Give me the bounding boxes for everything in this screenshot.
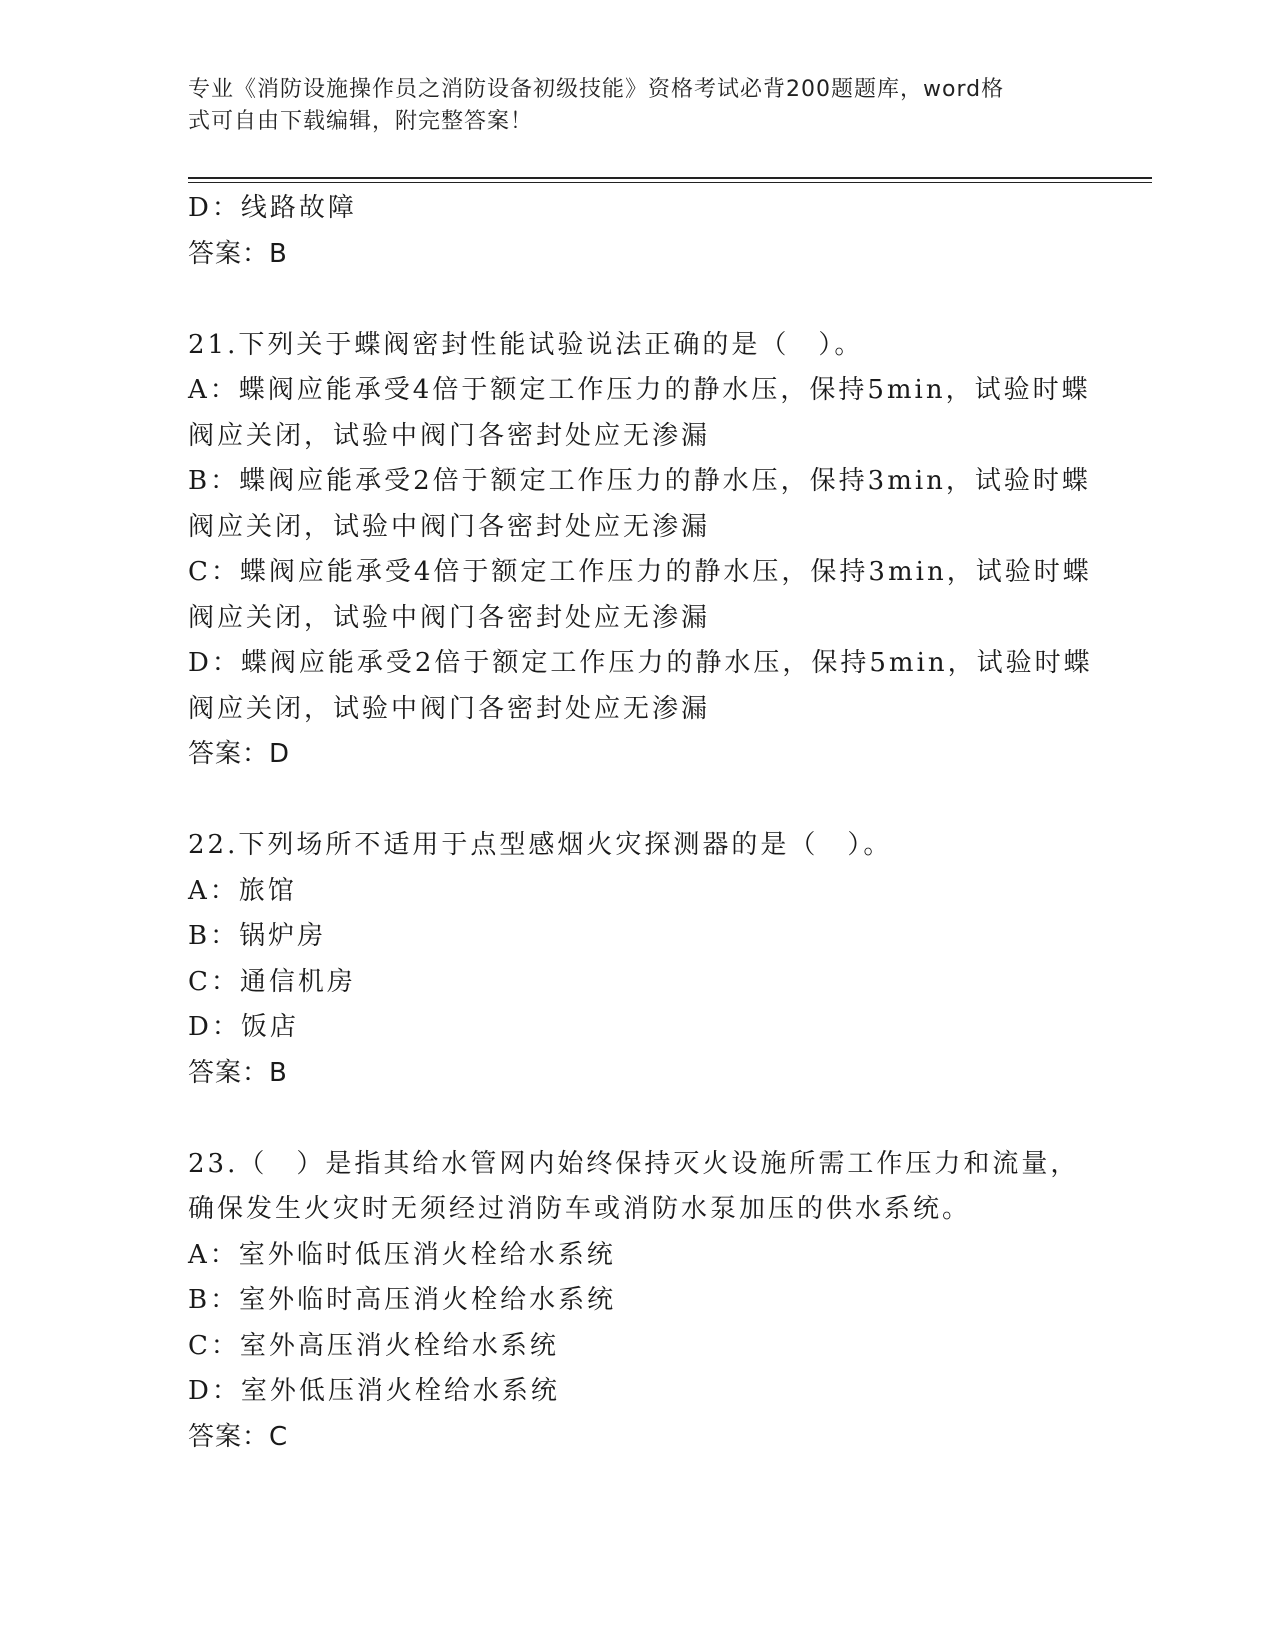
question-stem: 22.下列场所不适用于点型感烟火灾探测器的是（ ）。 xyxy=(188,830,893,860)
document-body xyxy=(188,186,1093,1460)
question-21 xyxy=(188,323,1093,778)
option-d-line-2: 阀应关闭，试验中阀门各密封处应无渗漏 xyxy=(188,693,711,724)
header-rule-thick xyxy=(188,177,1152,179)
question-22 xyxy=(188,823,1088,1096)
option-b: B：锅炉房 xyxy=(188,921,327,951)
option-d: D：室外低压消火栓给水系统 xyxy=(188,1376,560,1406)
option-a-line-1: A：蝶阀应能承受4倍于额定工作压力的静水压，保持5min，试验时蝶 xyxy=(188,375,1091,405)
answer-line: 答案：C xyxy=(188,1421,289,1452)
question-stem-line-1: 23.（ ）是指其给水管网内始终保持灭火设施所需工作压力和流量， xyxy=(188,1148,1080,1179)
header-rule-thin xyxy=(188,182,1152,183)
option-d: D：饭店 xyxy=(188,1012,299,1042)
document-header xyxy=(188,74,1068,138)
option-b-line-2: 阀应关闭，试验中阀门各密封处应无渗漏 xyxy=(188,511,711,542)
option-a: A：旅馆 xyxy=(188,875,297,906)
header-line-2: 式可自由下载编辑，附完整答案！ xyxy=(188,109,534,134)
option-b: B：室外临时高压消火栓给水系统 xyxy=(188,1285,617,1315)
option-a: A：室外临时低压消火栓给水系统 xyxy=(188,1239,616,1270)
spacer xyxy=(188,778,1088,824)
option-d-line-1: D：蝶阀应能承受2倍于额定工作压力的静水压，保持5min，试验时蝶 xyxy=(188,648,1093,678)
option-b-line-1: B：蝶阀应能承受2倍于额定工作压力的静水压，保持3min，试验时蝶 xyxy=(188,466,1091,496)
answer-line: 答案：B xyxy=(188,1057,288,1088)
spacer xyxy=(188,277,1088,323)
answer-line: 答案：B xyxy=(188,238,288,269)
option-c: C：通信机房 xyxy=(188,966,356,997)
option-c: C：室外高压消火栓给水系统 xyxy=(188,1330,559,1361)
option-c-line-2: 阀应关闭，试验中阀门各密封处应无渗漏 xyxy=(188,602,711,633)
question-23 xyxy=(188,1142,1088,1461)
option-d: D：线路故障 xyxy=(188,193,357,223)
option-a-line-2: 阀应关闭，试验中阀门各密封处应无渗漏 xyxy=(188,420,711,451)
option-c-line-1: C：蝶阀应能承受4倍于额定工作压力的静水压，保持3min，试验时蝶 xyxy=(188,557,1092,587)
question-stem-line-2: 确保发生火灾时无须经过消防车或消防水泵加压的供水系统。 xyxy=(188,1194,972,1224)
answer-line: 答案：D xyxy=(188,739,291,769)
question-stem: 21.下列关于蝶阀密封性能试验说法正确的是（ ）。 xyxy=(188,329,864,360)
header-line-1: 专业《消防设施操作员之消防设备初级技能》资格考试必背200题题库，word格 xyxy=(188,77,1005,102)
previous-question-tail xyxy=(188,186,1088,277)
spacer xyxy=(188,1096,1088,1142)
